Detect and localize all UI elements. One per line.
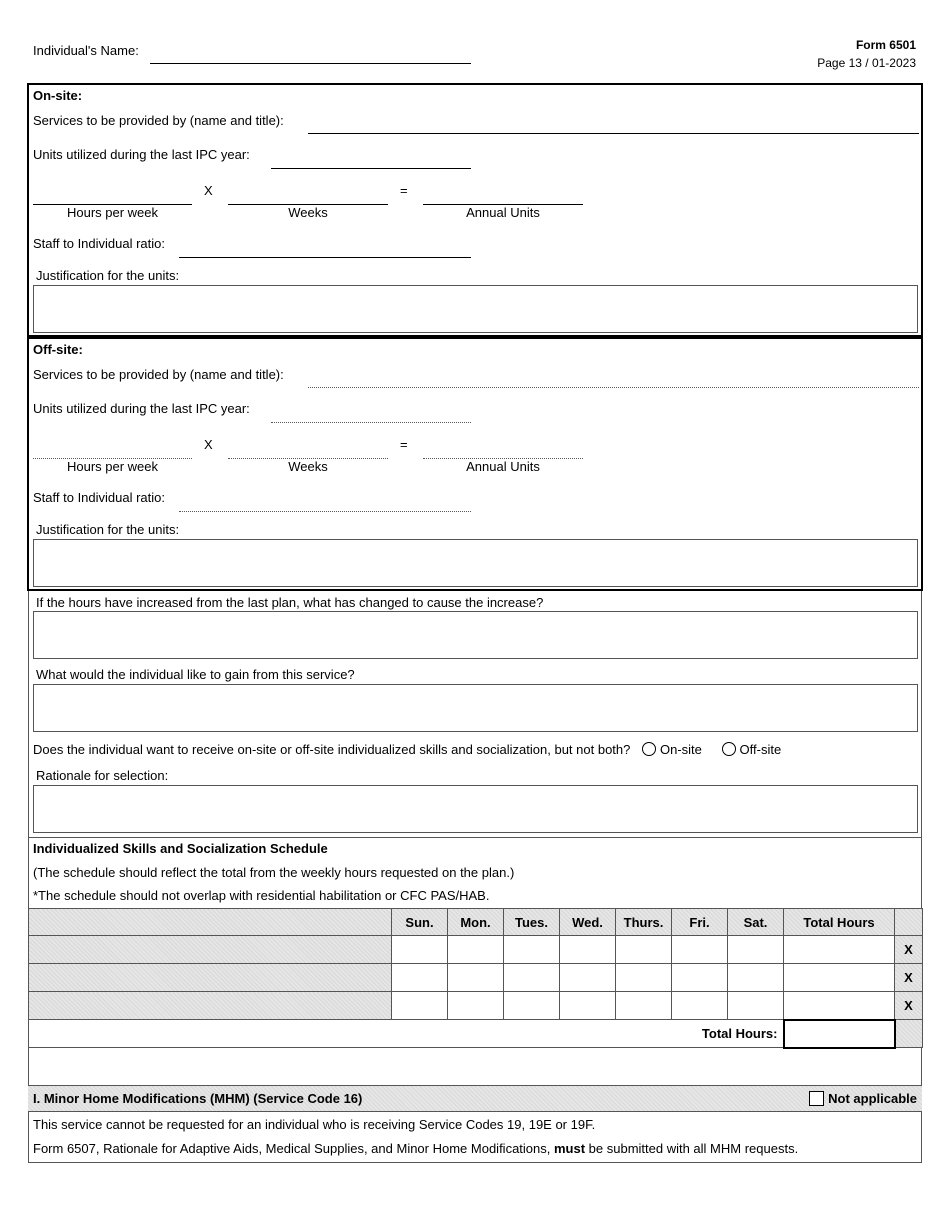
offsite-ratio-field[interactable] [179,511,471,512]
sun-cell[interactable] [392,964,448,992]
offsite-units-field[interactable] [271,422,471,423]
activity-cell[interactable] [29,936,392,964]
onsite-radio-label: On-site [660,742,702,757]
delete-row-button[interactable]: X [895,964,923,992]
onsite-justification-label: Justification for the units: [36,268,180,283]
wed-cell[interactable] [560,964,616,992]
mon-cell[interactable] [448,992,504,1020]
onsite-provided-by-label: Services to be provided by (name and title): [33,113,284,128]
thurs-cell[interactable] [616,936,672,964]
tues-cell[interactable] [504,964,560,992]
not-applicable-label: Not applicable [828,1091,917,1106]
offsite-hours-label: Hours per week [66,459,159,474]
activity-cell[interactable] [29,964,392,992]
onsite-justification-box[interactable] [33,285,918,333]
gain-label: What would the individual like to gain from this service? [36,667,355,682]
radio-circle-icon [722,742,736,756]
fri-cell[interactable] [672,936,728,964]
table-row [29,964,923,992]
tues-cell[interactable] [504,992,560,1020]
offsite-provided-by-label: Services to be provided by (name and title): [33,367,284,382]
total-filler [895,1020,923,1048]
offsite-ratio-label: Staff to Individual ratio: [33,490,166,505]
offsite-units-label: Units utilized during the last IPC year: [33,401,250,416]
table-row [29,936,923,964]
delete-row-button[interactable]: X [895,936,923,964]
mon-cell[interactable] [448,936,504,964]
thurs-cell[interactable] [616,964,672,992]
col-sat: Sat. [728,909,784,936]
onsite-mult-sign: X [204,183,213,198]
col-tues: Tues. [504,909,560,936]
form-number: Form 6501 [855,38,916,52]
col-total-hours: Total Hours [784,909,895,936]
onsite-ratio-label: Staff to Individual ratio: [33,236,166,251]
offsite-annual-label: Annual Units [466,459,540,474]
name-field[interactable] [150,63,471,64]
onsite-units-field[interactable] [271,168,471,169]
col-mon: Mon. [448,909,504,936]
gain-box[interactable] [33,684,918,732]
activity-header [29,909,392,936]
page-info: Page 13 / 01-2023 [817,56,916,70]
col-thurs: Thurs. [616,909,672,936]
sat-cell[interactable] [728,936,784,964]
offsite-radio-label: Off-site [739,742,782,757]
sun-cell[interactable] [392,992,448,1020]
increase-label: If the hours have increased from the last plan, what has changed to cause the increase? [36,595,544,610]
mhm-title: I. Minor Home Modifications (MHM) (Service Code 16) [33,1091,363,1106]
sat-cell[interactable] [728,964,784,992]
onsite-eq-sign: = [400,183,408,198]
schedule-header-row [29,909,923,936]
total-cell[interactable] [784,992,895,1020]
tues-cell[interactable] [504,936,560,964]
wed-cell[interactable] [560,936,616,964]
sun-cell[interactable] [392,936,448,964]
schedule-note-2: *The schedule should not overlap with residential habilitation or CFC PAS/HAB. [33,888,490,903]
col-wed: Wed. [560,909,616,936]
thurs-cell[interactable] [616,992,672,1020]
activity-cell[interactable] [29,992,392,1020]
onsite-ratio-field[interactable] [179,257,471,258]
total-hours-label: Total Hours: [29,1020,784,1048]
schedule-title: Individualized Skills and Socialization Schedule [33,841,328,856]
table-row [29,992,923,1020]
onsite-radio[interactable] [642,742,702,757]
offsite-title: Off-site: [33,342,83,357]
mhm-line-2-bold: must [553,1141,586,1156]
offsite-mult-sign: X [204,437,213,452]
fri-cell[interactable] [672,992,728,1020]
mhm-line-2-post: be submitted with all MHM requests. [585,1141,799,1156]
mhm-line-2-pre: Form 6507, Rationale for Adaptive Aids, Medical Supplies, and Minor Home Modifications, [33,1141,554,1156]
col-sun: Sun. [392,909,448,936]
checkbox-icon [809,1091,824,1106]
rationale-label: Rationale for selection: [36,768,169,783]
name-label: Individual's Name: [33,43,139,58]
offsite-radio[interactable] [722,742,782,757]
mon-cell[interactable] [448,964,504,992]
increase-box[interactable] [33,611,918,659]
delete-row-button[interactable]: X [895,992,923,1020]
onsite-annual-label: Annual Units [466,205,540,220]
mhm-line-2 [33,1141,798,1156]
divider [28,837,922,838]
wed-cell[interactable] [560,992,616,1020]
col-fri: Fri. [672,909,728,936]
onsite-weeks-label: Weeks [288,205,328,220]
onsite-title: On-site: [33,88,83,103]
onsite-units-label: Units utilized during the last IPC year: [33,147,250,162]
total-hours-field[interactable] [784,1020,895,1048]
choice-row [33,742,781,757]
schedule-note-1: (The schedule should reflect the total from the weekly hours requested on the plan.) [33,865,515,880]
offsite-weeks-label: Weeks [288,459,328,474]
mhm-header-bar [28,1085,922,1112]
schedule-table [28,908,923,1049]
onsite-hours-label: Hours per week [66,205,159,220]
rationale-box[interactable] [33,785,918,833]
offsite-justification-label: Justification for the units: [36,522,180,537]
total-cell[interactable] [784,964,895,992]
total-row [29,1020,923,1048]
sat-cell[interactable] [728,992,784,1020]
total-cell[interactable] [784,936,895,964]
choice-question: Does the individual want to receive on-site or off-site individualized skills and socialization, but not both? [33,742,631,757]
offsite-justification-box[interactable] [33,539,918,587]
not-applicable-checkbox[interactable] [809,1091,917,1106]
onsite-provided-by-field[interactable] [308,133,919,134]
delete-header [895,909,923,936]
mhm-line-1: This service cannot be requested for an individual who is receiving Service Codes 19, 19E or 19F. [33,1117,596,1132]
offsite-provided-by-field[interactable] [308,387,919,388]
offsite-eq-sign: = [400,437,408,452]
radio-circle-icon [642,742,656,756]
fri-cell[interactable] [672,964,728,992]
